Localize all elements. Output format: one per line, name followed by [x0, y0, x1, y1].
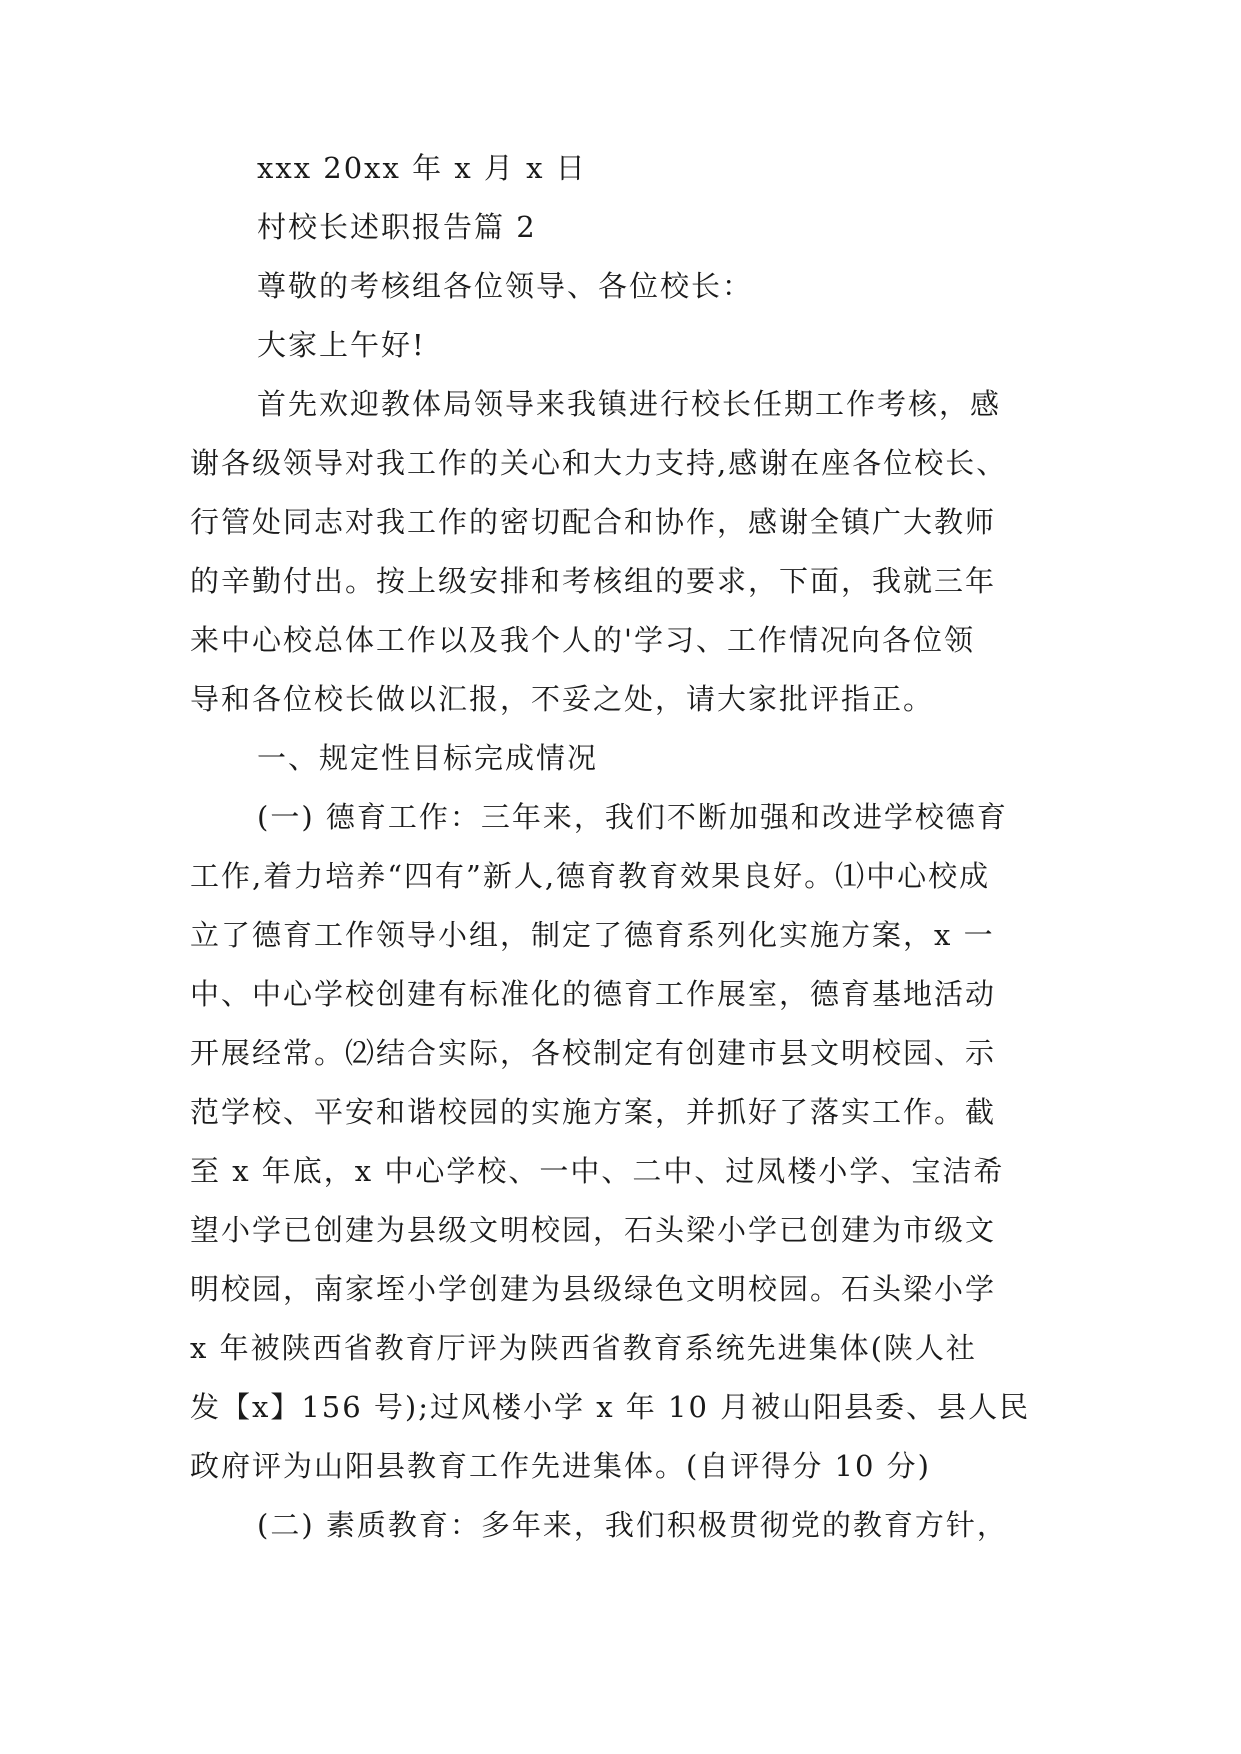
paragraph-line: 中、中心学校创建有标准化的德育工作展室，德育基地活动: [190, 977, 997, 1011]
report-title: 村校长述职报告篇 2: [257, 210, 537, 244]
paragraph-line: 政府评为山阳县教育工作先进集体。(自评得分 10 分): [190, 1449, 931, 1483]
paragraph-line: 范学校、平安和谐校园的实施方案，并抓好了落实工作。截: [190, 1095, 997, 1129]
paragraph-line: 立了德育工作领导小组，制定了德育系列化实施方案，x 一: [190, 918, 995, 952]
paragraph-line: (二) 素质教育：多年来，我们积极贯彻党的教育方针，: [257, 1508, 1008, 1542]
paragraph-line: 开展经常。⑵结合实际，各校制定有创建市县文明校园、示: [190, 1036, 997, 1070]
paragraph-line: 行管处同志对我工作的密切配合和协作，感谢全镇广大教师: [190, 505, 997, 539]
date-line: xxx 20xx 年 x 月 x 日: [257, 151, 587, 185]
paragraph-line: 明校园，南家垤小学创建为县级绿色文明校园。石头梁小学: [190, 1272, 997, 1306]
paragraph-line: 发【x】156 号);过风楼小学 x 年 10 月被山阳县委、县人民: [190, 1390, 1031, 1424]
paragraph-line: 望小学已创建为县级文明校园，石头梁小学已创建为市级文: [190, 1213, 997, 1247]
paragraph-line: 导和各位校长做以汇报，不妥之处，请大家批评指正。: [190, 682, 935, 716]
paragraph-line: x 年被陕西省教育厅评为陕西省教育系统先进集体(陕人社: [190, 1331, 977, 1365]
paragraph-line: 谢各级领导对我工作的关心和大力支持,感谢在座各位校长、: [190, 446, 1008, 480]
greeting: 大家上午好!: [257, 328, 426, 362]
paragraph-line: 工作,着力培养“四有”新人,德育教育效果良好。⑴中心校成: [190, 859, 991, 893]
section-heading: 一、规定性目标完成情况: [257, 741, 599, 775]
salutation: 尊敬的考核组各位领导、各位校长：: [257, 269, 754, 303]
paragraph-line: 至 x 年底，x 中心学校、一中、二中、过凤楼小学、宝洁希: [190, 1154, 1005, 1188]
paragraph-line: 首先欢迎教体局领导来我镇进行校长任期工作考核，感: [257, 387, 1002, 421]
paragraph-line: (一) 德育工作：三年来，我们不断加强和改进学校德育: [257, 800, 1008, 834]
paragraph-line: 的辛勤付出。按上级安排和考核组的要求，下面，我就三年: [190, 564, 997, 598]
paragraph-line: 来中心校总体工作以及我个人的'学习、工作情况向各位领: [190, 623, 975, 657]
